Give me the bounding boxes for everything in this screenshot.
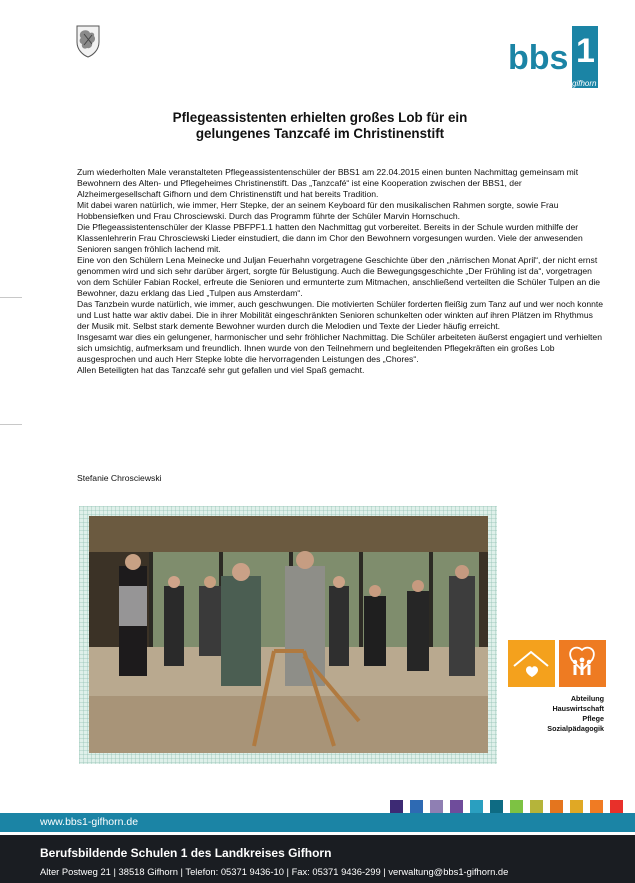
article-body	[77, 167, 607, 376]
logo-text: bbs	[508, 39, 569, 77]
logo-digit: 1	[576, 32, 595, 70]
footer-url[interactable]: www.bbs1-gifhorn.de	[40, 816, 139, 828]
color-square	[390, 800, 403, 813]
logo-sub: gifhorn	[572, 79, 597, 88]
color-square	[490, 800, 503, 813]
paragraph: Das Tanzbein wurde natürlich, wie immer, auch geschwungen. Die motivierten Schüler forderten fleißig zum Tanz auf und wer noch konnte und Lust hatte war aktiv dabei. Die in ihrer Mobilität eingeschränkten Senioren schunkelten oder winkten auf ihren Plätzen im Rhythmus der Musik mit. Selbst stark demente Bewohner wurden durch die Melodien und Texte der Lieder häufig erreicht.	[77, 299, 604, 331]
color-square	[410, 800, 423, 813]
footer-org-name: Berufsbildende Schulen 1 des Landkreises Gifhorn	[40, 846, 332, 860]
paragraph: Zum wiederholten Male veranstalteten Pflegeassistentenschüler der BBS1 am 22.04.2015 einen bunten Nachmittag gemeinsam mit Bewohnern des Alten- und Pflegeheimes Christinenstift. Das „Tanzcafé“ ist eine Kooperation zwischen der BBS1, der Alzheimergesellschaft Gifhorn und dem Christinenstift und hat bereits Tradition.	[77, 167, 579, 199]
signature: Stefanie Chrosciewski	[77, 473, 162, 483]
color-square	[610, 800, 623, 813]
paragraph: Allen Beteiligten hat das Tanzcafé sehr gut gefallen und viel Spaß gemacht.	[77, 365, 365, 375]
paragraph: Insgesamt war dies ein gelungener, harmonischer und sehr fröhlicher Nachmittag. Die Schüler arbeiteten äußerst engagiert und verhielten sich umsichtig, aufmerksam und freundlich. Ihnen wurde von den Teilnehmern und begleitenden Pflegekräften ein großes Lob ausgesprochen und auch Herr Stepke lobte die hervorragenden Leistungen des „Chores“.	[77, 332, 602, 364]
title-line-2: gelungenes Tanzcafé im Christinenstift	[195, 126, 445, 141]
paragraph: Mit dabei waren natürlich, wie immer, Herr Stepke, der an seinem Keyboard für den musikalischen Rahmen sorgte, sowie Frau Hobbensiefken und Frau Chrosciewski. Durch das Programm führte der Schüler Marvin Hornschuch.	[77, 200, 559, 221]
family-heart-icon	[559, 640, 606, 687]
color-square	[430, 800, 443, 813]
event-photo	[89, 516, 488, 753]
color-square	[590, 800, 603, 813]
fold-mark	[0, 297, 22, 298]
article-title	[60, 110, 580, 142]
color-square	[550, 800, 563, 813]
color-square	[510, 800, 523, 813]
fold-mark	[0, 424, 22, 425]
bbs1-logo	[506, 22, 604, 94]
dept-line: Pflege	[582, 714, 604, 723]
color-squares	[390, 800, 623, 813]
dept-line: Hauswirtschaft	[552, 704, 604, 713]
title-line-1: Pflegeassistenten erhielten großes Lob für ein	[172, 110, 468, 125]
dept-line: Sozialpädagogik	[547, 724, 604, 733]
color-square	[530, 800, 543, 813]
color-square	[570, 800, 583, 813]
department-label	[547, 694, 604, 734]
department-icons	[508, 640, 606, 687]
footer-address: Alter Postweg 21 | 38518 Gifhorn | Telefon: 05371 9436-10 | Fax: 05371 9436-299 | verwaltung@bbs1-gifhorn.de	[40, 866, 509, 877]
paragraph: Die Pflegeassistentenschüler der Klasse PBFPF1.1 hatten den Nachmittag gut vorbereitet. Bereits in der Schule wurden mithilfe der Klassenlehrerin Frau Chrosciewski Lieder einstudiert, die dann im Chor den Bewohnern vorgesungen wurden. Viele der anwesenden Senioren sangen fröhlich lachend mit.	[77, 222, 583, 254]
city-crest-icon	[75, 24, 101, 58]
house-heart-icon	[508, 640, 555, 687]
paragraph: Eine von den Schülern Lena Meinecke und Juljan Feuerhahn vorgetragene Geschichte über den „närrischen Monat April“, der nicht ernst genommen wird und sich sehr darüber ärgert, sorgte für Belustigung. Auch die Bewegungsgeschichte „Der Frühling ist da“, vorgetragen von dem Schüler Fabian Rockel, erfreute die Senioren und ermunterte zum Mitmachen, anschließend verteilten die Schüler Tulpen an die Bewohner, dazu erklang das Lied „Tulpen aus Amsterdam“.	[77, 255, 601, 298]
color-square	[470, 800, 483, 813]
color-square	[450, 800, 463, 813]
dept-line: Abteilung	[570, 694, 604, 703]
